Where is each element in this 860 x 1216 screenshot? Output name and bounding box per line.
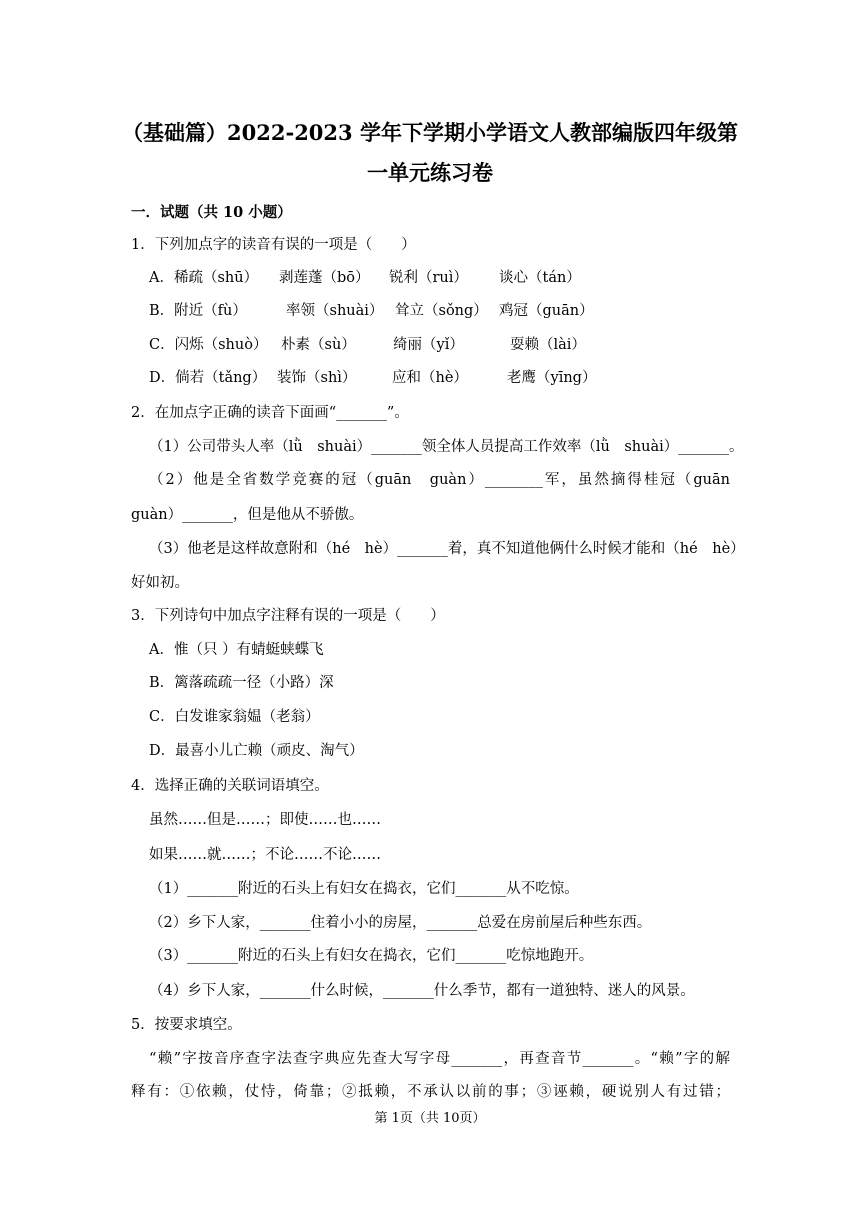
q1-c-1: C．闪烁（shuò） xyxy=(149,337,268,353)
q3-option-b: B．篱落疏疏一径（小路）深 xyxy=(149,675,334,691)
q1-c-2: 朴素（sù） xyxy=(281,337,356,353)
q1-a-4: 谈心（tán） xyxy=(499,270,581,286)
q1-b-1: B．附近（fù） xyxy=(149,303,247,319)
doc-title-line1: （基础篇）2022-2023 学年下学期小学语文人教部编版四年级第 xyxy=(122,120,738,145)
q2-sub1: （1）公司带头人率（lǜ shuài）_______领全体人员提高工作效率（lǜ shuài）_______。 xyxy=(149,439,744,455)
q4-sub1: （1）_______附近的石头上有妇女在捣衣，它们_______从不吃惊。 xyxy=(149,881,579,897)
q1-d-2: 装饰（shì） xyxy=(277,370,357,386)
q1-option-d xyxy=(149,368,596,388)
q1-c-4: 耍赖（lài） xyxy=(510,337,586,353)
q3-stem: 3．下列诗句中加点字注释有误的一项是（ ） xyxy=(131,608,445,624)
q1-d-1: D．倘若（tǎng） xyxy=(149,370,267,386)
q3-option-c: C．白发谁家翁媪（老翁） xyxy=(149,709,320,725)
q1-a-2: 剥莲蓬（bō） xyxy=(279,270,370,286)
q1-b-3: 耸立（sǒng） xyxy=(395,303,488,319)
q5-stem: 5．按要求填空。 xyxy=(131,1017,242,1033)
q1-d-3: 应和（hè） xyxy=(392,370,468,386)
doc-title-line2: 一单元练习卷 xyxy=(367,160,493,185)
q2-sub3-line1: （3）他老是这样故意附和（hé hè）_______着，真不知道他俩什么时候才能和（hé hè） xyxy=(149,541,745,557)
section-heading: 一．试题（共 10 小题） xyxy=(131,204,292,221)
q1-d-4: 老鹰（yīng） xyxy=(507,370,597,386)
page-footer: 第 1页（共 10页） xyxy=(374,1111,486,1126)
q2-sub2-line1: （2）他是全省数学竞赛的冠（guān guàn）________军，虽然摘得桂冠（guān xyxy=(149,472,730,488)
q4-word-bank-1: 虽然……但是……；即使……也…… xyxy=(149,812,381,828)
q2-sub3-line2: 好如初。 xyxy=(131,575,189,591)
q4-stem: 4．选择正确的关联词语填空。 xyxy=(131,778,329,794)
q5-line2: 释有：①依赖，仗恃，倚靠；②抵赖，不承认以前的事；③诬赖，硬说别人有过错； xyxy=(131,1084,730,1100)
q4-sub2: （2）乡下人家，_______住着小小的房屋，_______总爱在房前屋后种些东西。 xyxy=(149,915,652,931)
q1-stem: 1．下列加点字的读音有误的一项是（ ） xyxy=(131,237,416,253)
q1-b-4: 鸡冠（guān） xyxy=(499,303,594,319)
q1-a-1: A．稀疏（shū） xyxy=(149,270,259,286)
q2-stem: 2．在加点字正确的读音下面画“_______”。 xyxy=(131,405,409,421)
q1-b-2: 率领（shuài） xyxy=(286,303,384,319)
q3-option-d: D．最喜小儿亡赖（顽皮、淘气） xyxy=(149,743,364,759)
q1-option-c xyxy=(149,335,586,355)
q1-a-3: 锐利（ruì） xyxy=(389,270,468,286)
q5-line1: “赖”字按音序查字法查字典应先查大写字母_______，再查音节_______。“赖”字的解 xyxy=(149,1051,730,1067)
q1-c-3: 绮丽（yǐ） xyxy=(393,337,464,353)
q2-sub2-line2: guàn）_______，但是他从不骄傲。 xyxy=(131,507,364,523)
q1-option-b xyxy=(149,301,594,321)
q4-word-bank-2: 如果……就……；不论……不论…… xyxy=(149,847,381,863)
q3-option-a: A．惟（只 ）有蜻蜓蛱蝶飞 xyxy=(149,642,324,658)
q1-option-a xyxy=(149,268,581,288)
q4-sub3: （3）_______附近的石头上有妇女在捣衣，它们_______吃惊地跑开。 xyxy=(149,948,594,964)
q4-sub4: （4）乡下人家，_______什么时候，_______什么季节，都有一道独特、迷人的风景。 xyxy=(149,983,695,999)
